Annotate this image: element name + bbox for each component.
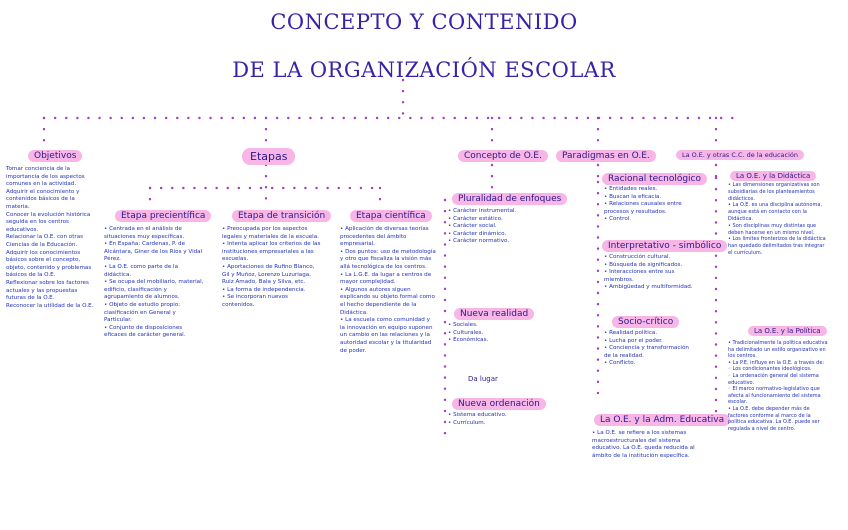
list-item: • La O.E. se refiere a los sistemas macroestructurales del sistema educativo. La O.E. queda reducida al ámbito de la institución específica. [592, 430, 695, 459]
pluralidad-list [448, 208, 540, 246]
objetivos-item: Adquirir los conocimientos básicos sobre el concepto, objeto, contenido y problemas básicos de la O.E. [6, 249, 92, 279]
list-item: • La L.G.E. da lugar a centros de mayor complejidad. [340, 271, 432, 286]
etapa-cientifica-list [340, 226, 436, 355]
etapa-precientifica-label: Etapa precientífica [115, 210, 211, 222]
objetivos-list [6, 166, 98, 310]
etapa-transicion-list [222, 226, 322, 310]
list-item: • Conjunto de disposiciones eficaces de carácter general. [104, 324, 186, 339]
admin-list [592, 430, 700, 460]
list-item: • La O.E. como parte de la didáctica. [104, 263, 179, 278]
politica-label: La O.E. y la Política [748, 326, 827, 336]
list-item: ◦ El marco normativo-legislativo que afecta al funcionamiento del sistema escolar. [728, 386, 821, 406]
objetivos-item: Reconocer la utilidad de la O.E. [6, 302, 94, 309]
concepto-label: Concepto de O.E. [458, 150, 548, 162]
list-item: ◦ Los condicionantes ideológicos. [728, 366, 812, 373]
list-item: • Culturales. [448, 329, 484, 336]
paradigmas-label: Paradigmas en O.E. [556, 150, 656, 162]
list-item: • Económicas. [448, 337, 489, 344]
list-item: • En España: Cardenas, P. de Alcántara, Giner de los Ríos y Vidal Pérez. [104, 241, 203, 263]
interpretativo-label: Interpretativo - simbólico [602, 240, 727, 252]
nueva-ordenacion-list [448, 412, 528, 427]
etapa-precientifica-list [104, 226, 204, 340]
etapa-cientifica-label: Etapa científica [350, 210, 432, 222]
list-item: • La P.E. influye en la O.E. a través de: [728, 359, 825, 366]
objetivos-item: Tomar conciencia de la importancia de los aspectos comunes en la actividad. [6, 166, 85, 188]
list-item: • Realidad política. [604, 330, 658, 336]
racional-label: Racional tecnológico [602, 173, 707, 185]
objetivos-item: Relacionar la O.E. con otras Ciencias de la Educación. [6, 234, 84, 248]
nueva-realidad-label: Nueva realidad [454, 308, 534, 320]
admin-label: La O.E. y la Adm. Educativa [594, 414, 730, 426]
list-item: • Tradicionalmente la política educativa ha delimitado un estilo organizativo en los centros. [728, 340, 828, 360]
list-item: • Construcción cultural. [604, 254, 671, 260]
list-item: • Buscan la eficacia. [604, 193, 662, 200]
list-item: • Sociales. [448, 322, 478, 328]
list-item: • Dos puntos: uso de metodología y otro que fiscaliza la visión más allá tecnológica de los centros. [340, 248, 436, 270]
list-item: • Algunos autores siguen explicando su objeto formal como el hecho dependiente de la Didáctica. [340, 286, 435, 316]
list-item: • Objeto de estudio propio: clasificación en General y Particular. [104, 301, 181, 324]
didactica-list [728, 182, 828, 257]
list-item: • Lucha por el poder. [604, 337, 663, 344]
list-item: • Conciencia y transformación de la realidad. [604, 345, 689, 359]
etapa-transicion-label: Etapa de transición [232, 210, 331, 222]
nueva-ordenacion-label: Nueva ordenación [452, 398, 546, 410]
list-item: • Aplicación de diversas teorías procedentes del ámbito empresarial. [340, 226, 429, 248]
list-item: • Entidades reales. [604, 186, 658, 192]
socio-critico-list [604, 330, 696, 368]
list-item: • Currículum. [448, 419, 486, 426]
list-item: • Conflicto. [604, 360, 636, 367]
list-item: • Control. [604, 216, 632, 223]
list-item: • Sistema educativo. [448, 412, 507, 418]
socio-critico-label: Socio-crítico [612, 316, 679, 328]
list-item: • Carácter dinámico. [448, 230, 507, 237]
objetivos-item: Conocer la evolución histórica seguida en los centros educativos. [6, 211, 91, 233]
list-item: • Carácter normativo. [448, 238, 510, 245]
list-item: • Preocupada por los aspectos legales y materiales de la escuela. [222, 226, 319, 240]
list-item: • La escuela como comunidad y la innovación en equipo suponen un cambio en las relaciones y la autoridad escolar y la titularidad de poder. [340, 317, 433, 354]
list-item: • Centrada en el análisis de situaciones muy específicas. [104, 226, 185, 240]
list-item: ◦ La ordenación general del sistema educativo. [728, 372, 819, 386]
list-item: • Las dimensiones organizativas son subsidiarias de los planteamientos didácticos. [728, 182, 820, 202]
list-item: • La O.E. es una disciplina autónoma, aunque está en contacto con la Didáctica. [728, 202, 822, 222]
list-item: • Se incorporan nuevos contenidos. [222, 294, 288, 308]
list-item: • Carácter estático. [448, 215, 503, 222]
interpretativo-list [604, 254, 696, 292]
list-item: • Carácter instrumental. [448, 208, 517, 214]
didactica-label: La O.E. y la Didáctica [730, 171, 816, 181]
list-item: • Carácter social. [448, 223, 497, 230]
pluralidad-label: Pluralidad de enfoques [452, 193, 567, 205]
objetivos-label: Objetivos [28, 150, 82, 162]
title-line-1: CONCEPTO Y CONTENIDO [270, 10, 578, 34]
objetivos-item: Adquirir el conocimiento y contenidos básicos de la materia. [6, 188, 80, 210]
etapas-label: Etapas [242, 148, 295, 165]
nueva-realidad-list [448, 322, 528, 345]
list-item: • Se ocupa del mobiliario, material, edificio, clasificación y agrupamiento de alumnos. [104, 279, 204, 301]
list-item: • La O.E. debe depender más de factores conforme al marco de la política educativa. La O.E. puede ser regulada a nivel de centro. [728, 405, 820, 432]
da-lugar-label: Da lugar [468, 375, 498, 383]
list-item: • Relaciones causales entre procesos y resultados. [604, 201, 682, 215]
list-item: • Intenta aplicar los criterios de las instituciones empresariales a las escuelas. [222, 241, 321, 263]
list-item: • Búsqueda de significados. [604, 261, 683, 268]
list-item: • Los límites fronterizos de la didáctica han quedado delimitados tras integrar el currículum. [728, 236, 826, 256]
politica-list [728, 340, 828, 432]
racional-list [604, 186, 696, 224]
list-item: • Ambigüedad y multiformidad. [604, 284, 693, 291]
otras-label: La O.E. y otras C.C. de la educación [676, 150, 804, 160]
list-item: • Interacciones entre sus miembros. [604, 269, 675, 283]
list-item: • Aportaciones de Rufino Blanco, Gil y Muñoz, Lorenzo Luzuriaga, Ruiz Amado, Bala y Silva, etc. [222, 263, 315, 286]
title-line-2: DE LA ORGANIZACIÓN ESCOLAR [232, 58, 616, 82]
objetivos-item: Reflexionar sobre los factores actuales y las propuestas futuras de la O.E. [6, 279, 89, 302]
list-item: • Son disciplinas muy distintas que deben hacerse en un mismo nivel. [728, 222, 817, 236]
list-item: • La forma de independencia. [222, 286, 306, 293]
